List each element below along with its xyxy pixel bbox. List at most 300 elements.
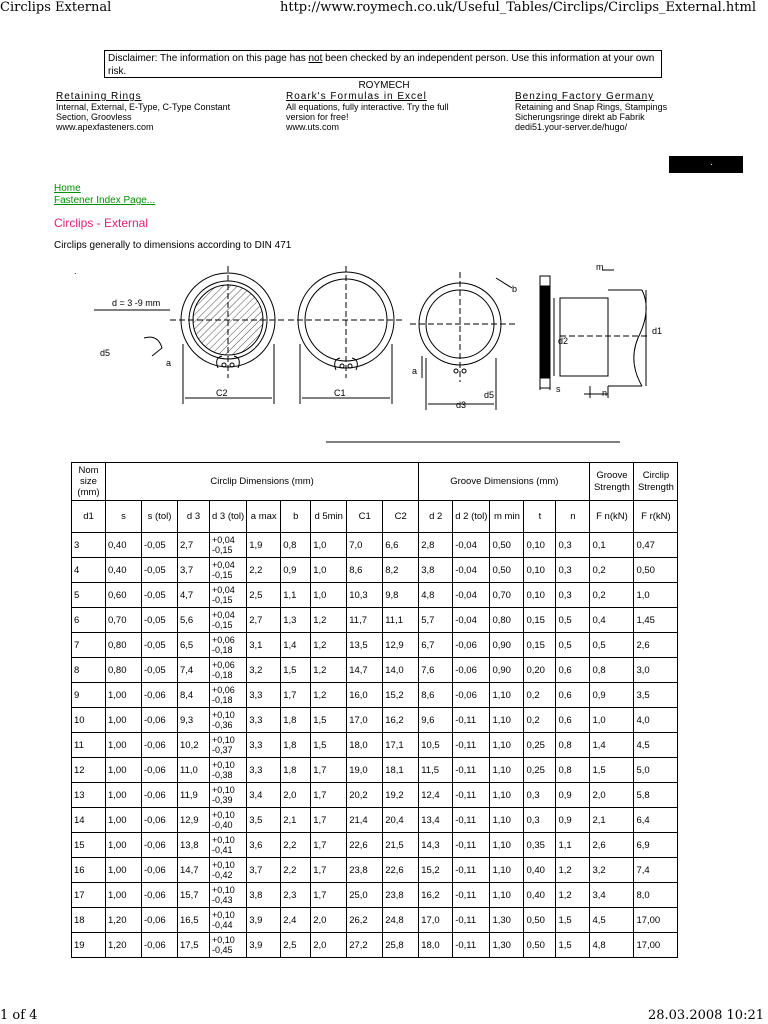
table-cell: 2,0 bbox=[311, 908, 347, 933]
table-cell: -0,06 bbox=[142, 933, 178, 958]
table-cell: 1,7 bbox=[311, 858, 347, 883]
table-cell: -0,11 bbox=[453, 883, 490, 908]
table-cell bbox=[210, 558, 247, 583]
table-cell: 0,80 bbox=[106, 633, 142, 658]
ad-title[interactable]: Retaining Rings bbox=[56, 91, 142, 102]
table-cell: 1,7 bbox=[281, 683, 311, 708]
column-header: s (tol) bbox=[142, 501, 178, 533]
table-cell: 4,5 bbox=[634, 733, 678, 758]
table-cell: 1,8 bbox=[281, 733, 311, 758]
tolerance-value: -0,15 bbox=[212, 545, 233, 555]
table-cell: 1,0 bbox=[634, 583, 678, 608]
table-cell: 0,15 bbox=[524, 633, 556, 658]
table-cell: 0,60 bbox=[106, 583, 142, 608]
table-row bbox=[72, 608, 678, 633]
table-cell: 16 bbox=[72, 858, 106, 883]
table-cell: 6 bbox=[72, 608, 106, 633]
table-cell: 1,7 bbox=[311, 833, 347, 858]
table-cell: 4,7 bbox=[178, 583, 210, 608]
table-cell: 1,8 bbox=[281, 758, 311, 783]
table-cell: 0,9 bbox=[281, 558, 311, 583]
table-cell: 0,8 bbox=[590, 658, 634, 683]
disclaimer-box bbox=[104, 50, 662, 78]
table-cell: 14 bbox=[72, 808, 106, 833]
table-cell bbox=[210, 708, 247, 733]
table-cell: 14,0 bbox=[383, 658, 419, 683]
table-cell: 25,0 bbox=[347, 883, 383, 908]
header-groove-strength: Groove Strength bbox=[590, 463, 634, 501]
table-cell: 13,8 bbox=[178, 833, 210, 858]
table-cell: 17,0 bbox=[347, 708, 383, 733]
table-cell: -0,06 bbox=[142, 758, 178, 783]
header-nom-size: Nom size (mm) bbox=[72, 463, 106, 501]
table-cell: 15,7 bbox=[178, 883, 210, 908]
table-cell: 6,4 bbox=[634, 808, 678, 833]
tolerance-value: -0,44 bbox=[212, 920, 233, 930]
table-row bbox=[72, 558, 678, 583]
tolerance-value: +0,10 bbox=[212, 810, 235, 820]
stray-dot: . bbox=[74, 266, 77, 276]
table-cell: 20,4 bbox=[383, 808, 419, 833]
ad-url[interactable]: www.apexfasteners.com bbox=[56, 122, 154, 132]
table-cell bbox=[210, 808, 247, 833]
table-cell: 1,10 bbox=[490, 833, 524, 858]
table-cell: 1,20 bbox=[106, 908, 142, 933]
table-cell: 14,7 bbox=[347, 658, 383, 683]
tolerance-value: -0,38 bbox=[212, 770, 233, 780]
header-groove-dimensions: Groove Dimensions (mm) bbox=[419, 463, 590, 501]
table-cell: 0,9 bbox=[590, 683, 634, 708]
fastener-index-link[interactable]: Fastener Index Page... bbox=[54, 195, 156, 206]
table-cell: 3,1 bbox=[247, 633, 281, 658]
table-cell: 11 bbox=[72, 733, 106, 758]
ad-line: All equations, fully interactive. Try the full bbox=[286, 102, 449, 112]
table-cell: 2,6 bbox=[634, 633, 678, 658]
disclaimer-text-start: Disclaimer: The information on this page has bbox=[108, 53, 309, 64]
column-header-row bbox=[72, 501, 678, 533]
label-n: n bbox=[602, 388, 608, 398]
table-row bbox=[72, 683, 678, 708]
table-cell: 3 bbox=[72, 533, 106, 558]
table-cell: 6,7 bbox=[419, 633, 453, 658]
table-cell: 2,7 bbox=[178, 533, 210, 558]
table-cell bbox=[210, 758, 247, 783]
table-cell: 9,8 bbox=[383, 583, 419, 608]
table-cell: -0,11 bbox=[453, 858, 490, 883]
table-cell: 4 bbox=[72, 558, 106, 583]
table-cell: -0,06 bbox=[142, 733, 178, 758]
table-cell: 17 bbox=[72, 883, 106, 908]
table-cell: 7,6 bbox=[419, 658, 453, 683]
table-cell: 3,7 bbox=[178, 558, 210, 583]
table-cell: 2,2 bbox=[281, 833, 311, 858]
table-cell: -0,11 bbox=[453, 908, 490, 933]
tolerance-value: -0,43 bbox=[212, 895, 233, 905]
table-cell: 0,40 bbox=[524, 883, 556, 908]
table-cell: 0,50 bbox=[634, 558, 678, 583]
tolerance-value: +0,04 bbox=[212, 535, 235, 545]
table-cell: -0,04 bbox=[453, 608, 490, 633]
table-cell: 1,5 bbox=[311, 708, 347, 733]
table-cell: 16,5 bbox=[178, 908, 210, 933]
tolerance-value: +0,10 bbox=[212, 735, 235, 745]
table-cell: 3,4 bbox=[247, 783, 281, 808]
table-cell: 19,0 bbox=[347, 758, 383, 783]
table-cell: 8 bbox=[72, 658, 106, 683]
table-cell: 1,45 bbox=[634, 608, 678, 633]
table-cell: 1,00 bbox=[106, 808, 142, 833]
disclaimer-not: not bbox=[308, 53, 323, 64]
table-cell: 1,00 bbox=[106, 708, 142, 733]
table-cell: 1,2 bbox=[311, 658, 347, 683]
table-cell: 3,8 bbox=[247, 883, 281, 908]
site-name: ROYMECH bbox=[358, 80, 410, 91]
column-header: n bbox=[556, 501, 590, 533]
table-cell: 16,2 bbox=[419, 883, 453, 908]
disclaimer-text-end: been checked by an independent person. Use this information at your own risk. bbox=[108, 53, 655, 77]
table-cell: 2,0 bbox=[590, 783, 634, 808]
table-cell: -0,05 bbox=[142, 558, 178, 583]
table-cell: 12,9 bbox=[383, 633, 419, 658]
table-cell: -0,11 bbox=[453, 833, 490, 858]
table-cell: 0,3 bbox=[556, 533, 590, 558]
ad-line: Retaining and Snap Rings, Stampings bbox=[515, 102, 668, 112]
table-cell: 12,4 bbox=[419, 783, 453, 808]
table-cell: 1,00 bbox=[106, 733, 142, 758]
table-cell: 11,0 bbox=[178, 758, 210, 783]
column-header: C1 bbox=[347, 501, 383, 533]
table-row bbox=[72, 858, 678, 883]
table-cell: 7,0 bbox=[347, 533, 383, 558]
table-cell: 1,5 bbox=[556, 933, 590, 958]
table-cell bbox=[210, 908, 247, 933]
table-cell: 1,2 bbox=[556, 883, 590, 908]
table-cell: -0,04 bbox=[453, 583, 490, 608]
table-cell: 15 bbox=[72, 833, 106, 858]
table-cell: 2,0 bbox=[281, 783, 311, 808]
table-cell: -0,05 bbox=[142, 658, 178, 683]
table-cell: 1,0 bbox=[311, 558, 347, 583]
home-link[interactable]: Home bbox=[54, 183, 81, 194]
table-cell: 11,9 bbox=[178, 783, 210, 808]
tolerance-value: +0,06 bbox=[212, 685, 235, 695]
ad-line: Sicherungsringe direkt ab Fabrik bbox=[515, 112, 645, 122]
table-cell: 1,0 bbox=[311, 583, 347, 608]
ad-url[interactable]: dedi51.your-server.de/hugo/ bbox=[515, 122, 628, 132]
table-cell: -0,06 bbox=[142, 683, 178, 708]
column-header: d1 bbox=[72, 501, 106, 533]
table-cell bbox=[210, 933, 247, 958]
table-cell: 2,7 bbox=[247, 608, 281, 633]
table-cell: 14,7 bbox=[178, 858, 210, 883]
table-cell: 0,25 bbox=[524, 758, 556, 783]
table-cell: -0,05 bbox=[142, 608, 178, 633]
table-cell: 10 bbox=[72, 708, 106, 733]
ad-block-retaining-rings[interactable] bbox=[56, 92, 230, 132]
table-cell: 1,2 bbox=[311, 608, 347, 633]
table-cell: -0,11 bbox=[453, 808, 490, 833]
table-row bbox=[72, 883, 678, 908]
table-cell: 1,7 bbox=[311, 758, 347, 783]
table-cell: 1,2 bbox=[556, 858, 590, 883]
table-cell: -0,06 bbox=[453, 683, 490, 708]
table-cell: 4,8 bbox=[419, 583, 453, 608]
tolerance-value: -0,18 bbox=[212, 670, 233, 680]
table-cell: 0,10 bbox=[524, 583, 556, 608]
table-cell: 11,7 bbox=[347, 608, 383, 633]
table-cell: 17,0 bbox=[419, 908, 453, 933]
table-cell: 1,10 bbox=[490, 858, 524, 883]
table-cell: 2,5 bbox=[281, 933, 311, 958]
table-cell: 23,8 bbox=[347, 858, 383, 883]
table-cell: 15,2 bbox=[419, 858, 453, 883]
label-c1: C1 bbox=[334, 388, 346, 398]
table-cell: 6,9 bbox=[634, 833, 678, 858]
ad-title[interactable]: Roark's Formulas in Excel bbox=[286, 91, 427, 102]
table-cell: 8,6 bbox=[419, 683, 453, 708]
table-cell bbox=[210, 858, 247, 883]
table-cell: 1,00 bbox=[106, 883, 142, 908]
table-cell: -0,06 bbox=[142, 858, 178, 883]
table-cell: 1,3 bbox=[281, 608, 311, 633]
ad-block-roarks-formulas[interactable] bbox=[286, 92, 449, 132]
label-d3: d3 bbox=[456, 400, 467, 410]
table-cell: -0,11 bbox=[453, 783, 490, 808]
tolerance-value: -0,15 bbox=[212, 570, 233, 580]
table-cell: 2,1 bbox=[281, 808, 311, 833]
table-cell: 4,5 bbox=[590, 908, 634, 933]
table-cell: 10,5 bbox=[419, 733, 453, 758]
tolerance-value: +0,10 bbox=[212, 860, 235, 870]
tolerance-value: +0,04 bbox=[212, 560, 235, 570]
table-cell: -0,04 bbox=[453, 533, 490, 558]
table-cell: 0,40 bbox=[106, 558, 142, 583]
table-cell: 2,6 bbox=[590, 833, 634, 858]
table-cell: 1,10 bbox=[490, 733, 524, 758]
table-cell: 3,8 bbox=[419, 558, 453, 583]
table-cell: 10,2 bbox=[178, 733, 210, 758]
table-cell: 0,40 bbox=[106, 533, 142, 558]
table-cell: 12,9 bbox=[178, 808, 210, 833]
table-cell: 0,3 bbox=[524, 808, 556, 833]
table-cell: 1,7 bbox=[311, 883, 347, 908]
table-cell: 1,10 bbox=[490, 783, 524, 808]
table-cell: 6,5 bbox=[178, 633, 210, 658]
column-header: b bbox=[281, 501, 311, 533]
table-cell: 1,10 bbox=[490, 883, 524, 908]
table-cell: 8,2 bbox=[383, 558, 419, 583]
table-cell: 3,2 bbox=[247, 658, 281, 683]
table-cell: 19,2 bbox=[383, 783, 419, 808]
table-cell: 9 bbox=[72, 683, 106, 708]
table-cell: 21,5 bbox=[383, 833, 419, 858]
table-cell: 1,30 bbox=[490, 933, 524, 958]
table-cell: -0,11 bbox=[453, 758, 490, 783]
table-cell: 18,1 bbox=[383, 758, 419, 783]
table-cell: 0,9 bbox=[556, 808, 590, 833]
table-cell: 0,6 bbox=[556, 683, 590, 708]
table-cell: 0,10 bbox=[524, 533, 556, 558]
table-cell: 3,5 bbox=[247, 808, 281, 833]
label-d5-small: d5 bbox=[100, 348, 111, 358]
tolerance-value: +0,06 bbox=[212, 635, 235, 645]
circlip-ring-small bbox=[170, 266, 286, 378]
table-cell: 1,7 bbox=[311, 783, 347, 808]
table-cell: 0,15 bbox=[524, 608, 556, 633]
print-footer-datetime: 28.03.2008 10:21 bbox=[647, 1008, 764, 1023]
table-cell: 1,10 bbox=[490, 758, 524, 783]
table-cell: 1,00 bbox=[106, 833, 142, 858]
table-cell: 3,9 bbox=[247, 933, 281, 958]
table-cell: 18,0 bbox=[419, 933, 453, 958]
table-cell: -0,06 bbox=[453, 658, 490, 683]
table-cell: 14,3 bbox=[419, 833, 453, 858]
table-cell: 19 bbox=[72, 933, 106, 958]
tolerance-value: +0,10 bbox=[212, 835, 235, 845]
table-cell bbox=[210, 583, 247, 608]
table-cell: 0,50 bbox=[490, 558, 524, 583]
ad-block-benzing[interactable] bbox=[515, 92, 667, 132]
table-cell: -0,05 bbox=[142, 533, 178, 558]
table-cell: 23,8 bbox=[383, 883, 419, 908]
shaft-groove-section bbox=[540, 270, 650, 388]
table-cell: 5,6 bbox=[178, 608, 210, 633]
ad-black-bar[interactable] bbox=[669, 156, 743, 173]
table-cell: 25,8 bbox=[383, 933, 419, 958]
table-cell: 10,3 bbox=[347, 583, 383, 608]
circlip-drawing bbox=[60, 258, 700, 454]
table-cell: 0,8 bbox=[556, 758, 590, 783]
table-cell: 2,8 bbox=[419, 533, 453, 558]
table-cell: 17,1 bbox=[383, 733, 419, 758]
tolerance-value: -0,18 bbox=[212, 695, 233, 705]
table-cell: 1,5 bbox=[311, 733, 347, 758]
tolerance-value: +0,04 bbox=[212, 610, 235, 620]
table-row bbox=[72, 733, 678, 758]
column-header: d 2 (tol) bbox=[453, 501, 490, 533]
table-cell: 3,7 bbox=[247, 858, 281, 883]
table-cell: 2,5 bbox=[247, 583, 281, 608]
table-cell: 0,3 bbox=[556, 558, 590, 583]
table-cell: 1,00 bbox=[106, 783, 142, 808]
print-header-url: http://www.roymech.co.uk/Useful_Tables/Circlips/Circlips_External.html bbox=[279, 0, 756, 15]
circlip-ring-medium bbox=[288, 266, 404, 378]
table-cell: 15,2 bbox=[383, 683, 419, 708]
table-cell: 13,4 bbox=[419, 808, 453, 833]
circlip-dimensions-table bbox=[71, 462, 678, 958]
table-cell: 6,6 bbox=[383, 533, 419, 558]
table-cell: 0,8 bbox=[281, 533, 311, 558]
table-cell: 1,00 bbox=[106, 858, 142, 883]
table-cell: 2,4 bbox=[281, 908, 311, 933]
table-cell bbox=[210, 883, 247, 908]
table-cell: 3,6 bbox=[247, 833, 281, 858]
ad-line: version for free! bbox=[286, 112, 349, 122]
table-row bbox=[72, 583, 678, 608]
table-cell: 0,1 bbox=[590, 533, 634, 558]
table-cell bbox=[210, 783, 247, 808]
ad-url[interactable]: www.uts.com bbox=[286, 122, 340, 132]
label-d-range: d = 3 -9 mm bbox=[112, 298, 161, 308]
table-cell: -0,06 bbox=[142, 883, 178, 908]
table-cell: 0,5 bbox=[556, 608, 590, 633]
table-cell: 1,1 bbox=[281, 583, 311, 608]
column-header: F n(kN) bbox=[590, 501, 634, 533]
table-cell bbox=[210, 833, 247, 858]
table-row bbox=[72, 758, 678, 783]
table-cell: 2,3 bbox=[281, 883, 311, 908]
header-circlip-strength: Circlip Strength bbox=[634, 463, 678, 501]
table-cell: 9,6 bbox=[419, 708, 453, 733]
tolerance-value: +0,06 bbox=[212, 660, 235, 670]
table-cell: 1,00 bbox=[106, 758, 142, 783]
table-cell: 1,30 bbox=[490, 908, 524, 933]
table-cell: 1,10 bbox=[490, 708, 524, 733]
page-title: Circlips - External bbox=[54, 216, 149, 230]
table-cell: 0,10 bbox=[524, 558, 556, 583]
table-cell: -0,11 bbox=[453, 733, 490, 758]
table-cell: 5,7 bbox=[419, 608, 453, 633]
table-cell: 0,3 bbox=[524, 783, 556, 808]
table-cell: 0,80 bbox=[490, 608, 524, 633]
table-cell: 11,1 bbox=[383, 608, 419, 633]
table-cell: 1,8 bbox=[281, 708, 311, 733]
table-cell: 3,3 bbox=[247, 708, 281, 733]
table-cell: 16,2 bbox=[383, 708, 419, 733]
table-cell: 0,80 bbox=[106, 658, 142, 683]
table-cell: 8,4 bbox=[178, 683, 210, 708]
label-c2: C2 bbox=[216, 388, 228, 398]
table-cell: 0,3 bbox=[556, 583, 590, 608]
table-cell: 1,4 bbox=[281, 633, 311, 658]
table-cell: 0,5 bbox=[556, 633, 590, 658]
table-cell: 27,2 bbox=[347, 933, 383, 958]
tolerance-value: +0,10 bbox=[212, 935, 235, 945]
label-m: m bbox=[596, 262, 604, 272]
table-cell bbox=[210, 608, 247, 633]
table-cell: 1,7 bbox=[311, 808, 347, 833]
table-cell: 1,5 bbox=[281, 658, 311, 683]
table-row bbox=[72, 908, 678, 933]
table-row bbox=[72, 933, 678, 958]
column-header: t bbox=[524, 501, 556, 533]
label-d2: d2 bbox=[558, 336, 569, 346]
table-cell: 3,4 bbox=[590, 883, 634, 908]
tolerance-value: -0,39 bbox=[212, 795, 233, 805]
table-cell: 0,6 bbox=[556, 708, 590, 733]
table-cell: -0,06 bbox=[453, 633, 490, 658]
tolerance-value: +0,10 bbox=[212, 885, 235, 895]
table-cell: 0,70 bbox=[106, 608, 142, 633]
table-cell: 0,50 bbox=[490, 533, 524, 558]
table-cell: 24,8 bbox=[383, 908, 419, 933]
table-cell: 4,0 bbox=[634, 708, 678, 733]
ad-title[interactable]: Benzing Factory Germany bbox=[515, 91, 655, 102]
table-cell: 1,10 bbox=[490, 808, 524, 833]
label-s: s bbox=[556, 384, 561, 394]
label-d1: d1 bbox=[652, 326, 663, 336]
table-cell: 12 bbox=[72, 758, 106, 783]
table-cell: 22,6 bbox=[347, 833, 383, 858]
table-cell: 1,10 bbox=[490, 683, 524, 708]
tolerance-value: -0,18 bbox=[212, 645, 233, 655]
table-cell: 1,5 bbox=[556, 908, 590, 933]
table-cell: 0,5 bbox=[590, 633, 634, 658]
table-cell: 0,70 bbox=[490, 583, 524, 608]
label-d5: d5 bbox=[484, 390, 495, 400]
label-b: b bbox=[512, 284, 518, 294]
table-cell: 0,47 bbox=[634, 533, 678, 558]
